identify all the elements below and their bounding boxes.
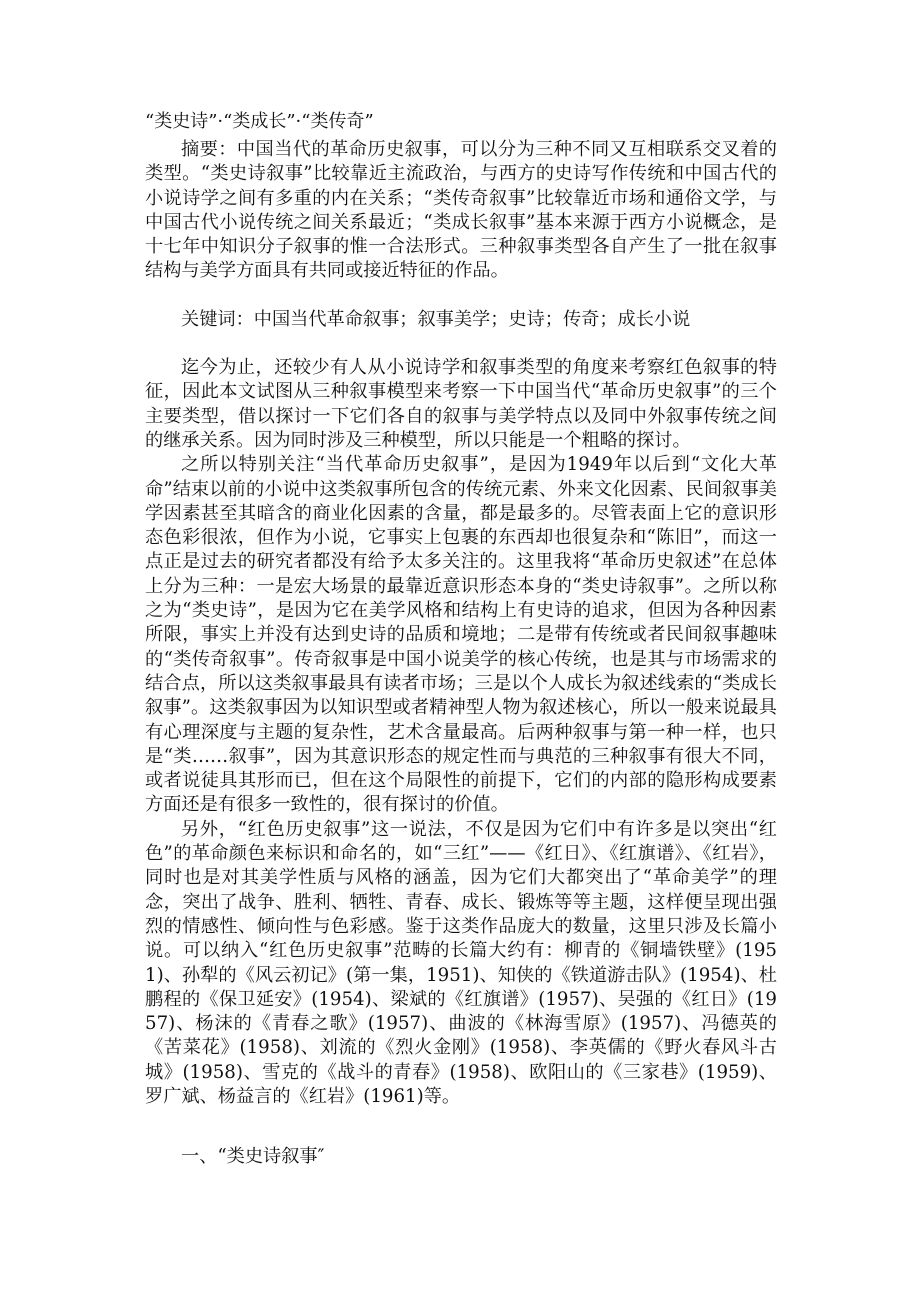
keywords-line: 关键词：中国当代革命叙事；叙事美学；史诗；传奇；成长小说 [181, 308, 691, 330]
document-page [145, 110, 777, 1169]
document-title: “类史诗”·“类成长”·“类传奇” [145, 111, 374, 132]
body-paragraph: 另外，“红色历史叙事”这一说法，不仅是因为它们中有许多是以突出“红色”的革命颜色来标识和命名的，如“三红”——《红日》、《红旗谱》、《红岩》，同时也是对其美学性质与风格的涵盖，因为它们大都突出了“革命美学”的理念，突出了战争、胜利、牺牲、青春、成长、锻炼等等主题，这样便呈现出强烈的情感性、倾向性与色彩感。鉴于这类作品庞大的数量，这里只涉及长篇小说。可以纳入“红色历史叙事”范畴的长篇大约有：柳青的《铜墙铁壁》(1951)、孙犁的《风云初记》(第一集，1951)、知侠的《铁道游击队》(1954)、杜鹏程的《保卫延安》(1954)、梁斌的《红旗谱》(1957)、吴强的《红日》(1957)、杨沫的《青春之歌》(1957)、曲波的《林海雪原》(1957)、冯德英的《苦菜花》(1958)、刘流的《烈火金刚》(1958)、李英儒的《野火春风斗古城》(1958)、雪克的《战斗的青春》(1958)、欧阳山的《三家巷》(1959)、罗广斌、杨益言的《红岩》(1961)等。 [145, 818, 777, 1107]
abstract-paragraph: 摘要：中国当代的革命历史叙事，可以分为三种不同又互相联系交叉着的类型。“类史诗叙事”比较靠近主流政治，与西方的史诗写作传统和中国古代的小说诗学之间有多重的内在关系；“类传奇叙事”比较靠近市场和通俗文学，与中国古代小说传统之间关系最近；“类成长叙事”基本来源于西方小说概念，是十七年中知识分子叙事的惟一合法形式。三种叙事类型各自产生了一批在叙事结构与美学方面具有共同或接近特征的作品。 [145, 139, 777, 282]
section-heading: 一、“类史诗叙事″ [181, 1146, 325, 1168]
body-paragraph: 之所以特别关注“当代革命历史叙事”，是因为1949年以后到“文化大革命”结束以前的小说中这类叙事所包含的传统元素、外来文化因素、民间叙事美学因素甚至其暗含的商业化因素的含量，都是最多的。尽管表面上它的意识形态色彩很浓，但作为小说，它事实上包裹的东西却也很复杂和“陈旧”，而这一点正是过去的研究者都没有给予太多关注的。这里我将“革命历史叙述”在总体上分为三种：一是宏大场景的最靠近意识形态本身的“类史诗叙事”。之所以称之为“类史诗”，是因为它在美学风格和结构上有史诗的追求，但因为各种因素所限，事实上并没有达到史诗的品质和境地；二是带有传统或者民间叙事趣味的“类传奇叙事”。传奇叙事是中国小说美学的核心传统，也是其与市场需求的结合点，所以这类叙事最具有读者市场；三是以个人成长为叙述线索的“类成长叙事”。这类叙事因为以知识型或者精神型人物为叙述核心，所以一般来说最具有心理深度与主题的复杂性，艺术含量最高。后两种叙事与第一种一样，也只是“类……叙事”，因为其意识形态的规定性而与典范的三种叙事有很大不同，或者说徒具其形而已，但在这个局限性的前提下，它们的内部的隐形构成要素方面还是有很多一致性的，很有探讨的价值。 [145, 454, 777, 816]
body-paragraph: 迄今为止，还较少有人从小说诗学和叙事类型的角度来考察红色叙事的特征，因此本文试图从三种叙事模型来考察一下中国当代“革命历史叙事”的三个主要类型，借以探讨一下它们各自的叙事与美学特点以及同中外叙事传统之间的继承关系。因为同时涉及三种模型，所以只能是一个粗略的探讨。 [145, 357, 777, 451]
